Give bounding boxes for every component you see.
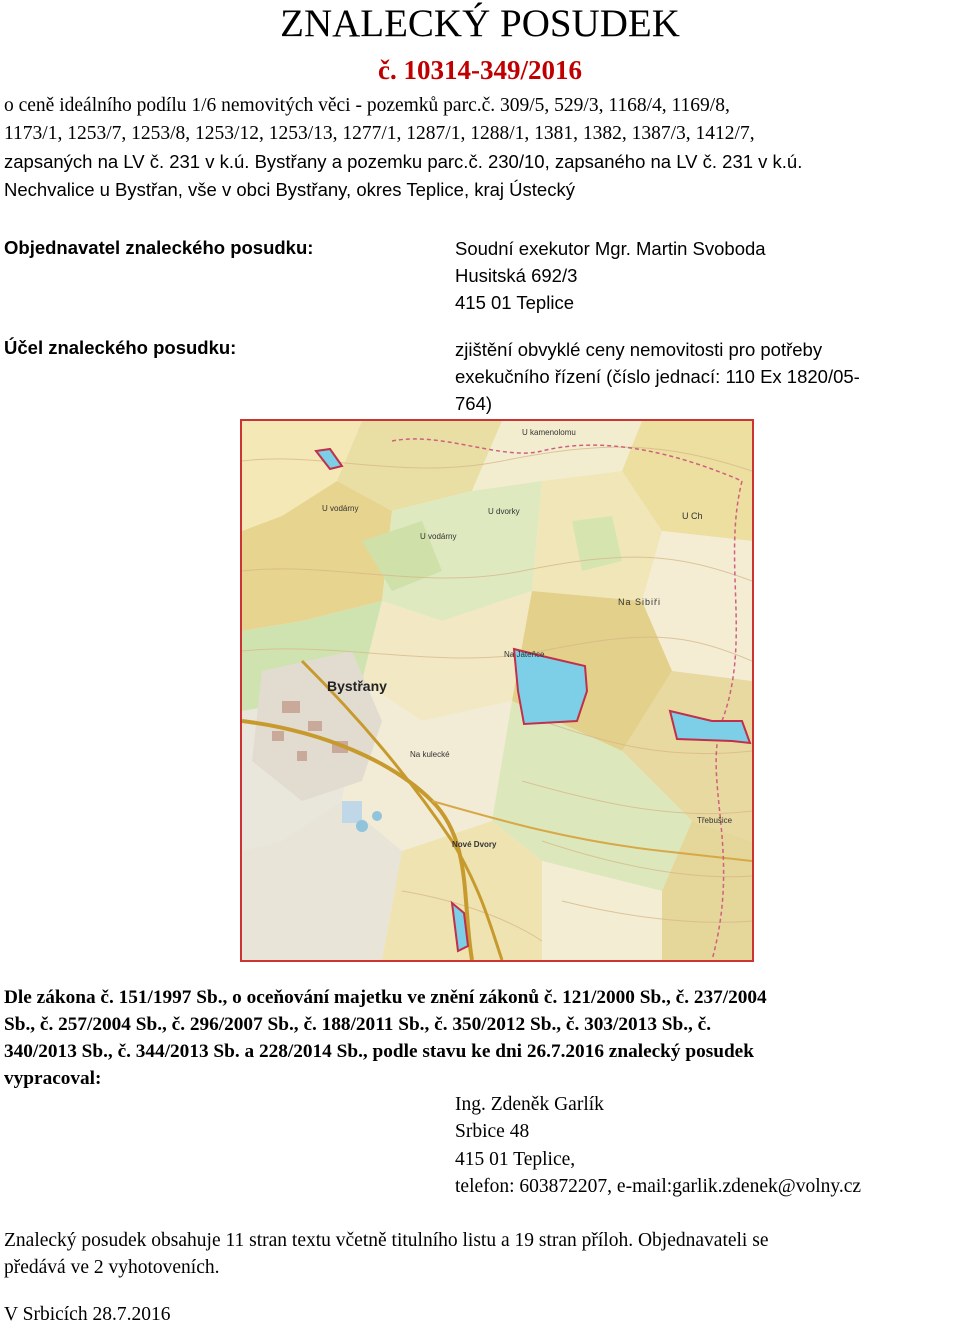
law-line-3: 340/2013 Sb., č. 344/2013 Sb. a 228/2014 Sb., podle stavu ke dni 26.7.2016 znalecký posudek: [4, 1041, 754, 1062]
author-street: Srbice 48: [455, 1121, 530, 1142]
orderer-line-1: Soudní exekutor Mgr. Martin Svoboda: [455, 238, 766, 259]
author-city: 415 01 Teplice,: [455, 1149, 576, 1170]
author-contact: telefon: 603872207, e-mail:garlik.zdenek@volny.cz: [455, 1176, 862, 1197]
purpose-label: Účel znaleckého posudku:: [4, 337, 237, 358]
subject-line-2: 1173/1, 1253/7, 1253/8, 1253/12, 1253/13, 1277/1, 1287/1, 1288/1, 1381, 1382, 1387/3, 1412/7,: [4, 123, 755, 144]
map-label-bystrany: Bystřany: [327, 678, 387, 694]
map-label-trebusice: Třebušice: [697, 816, 733, 825]
footer-line-1: Znalecký posudek obsahuje 11 stran textu včetně titulního listu a 19 stran příloh. Objednavateli se: [4, 1230, 769, 1251]
document-title: ZNALECKÝ POSUDEK: [280, 2, 680, 45]
place-date: V Srbicích 28.7.2016: [4, 1304, 171, 1325]
cadastral-map: [240, 419, 754, 962]
map-label-u-vodarny-1: U vodárny: [322, 504, 359, 513]
subject-line-4: Nechvalice u Bystřan, vše v obci Bystřany, okres Teplice, kraj Ústecký: [4, 179, 575, 200]
purpose-line-2: exekučního řízení (číslo jednací: 110 Ex 1820/05-: [455, 366, 860, 387]
author-name: Ing. Zdeněk Garlík: [455, 1094, 604, 1115]
subject-line-3: zapsaných na LV č. 231 v k.ú. Bystřany a pozemku parc.č. 230/10, zapsaného na LV č. 231 v k.ú.: [4, 151, 803, 172]
map-label-u-dvorky: U dvorky: [488, 507, 520, 516]
law-line-4: vypracoval:: [4, 1068, 102, 1089]
map-label-u-vodarny-2: U vodárny: [420, 532, 457, 541]
law-line-1: Dle zákona č. 151/1997 Sb., o oceňování majetku ve znění zákonů č. 121/2000 Sb., č. 237/2004: [4, 987, 767, 1008]
document-number: č. 10314-349/2016: [378, 55, 582, 85]
orderer-label: Objednavatel znaleckého posudku:: [4, 237, 314, 258]
map-label-nove-dvory: Nové Dvory: [452, 840, 497, 849]
orderer-line-2: Husitská 692/3: [455, 265, 578, 286]
map-label-u-kamenolomu: U kamenolomu: [522, 428, 576, 437]
map-label-na-jatence: Na Jateňce: [504, 650, 545, 659]
map-label-na-sibiri: Na Sibiři: [618, 597, 662, 607]
subject-line-1: o ceně ideálního podílu 1/6 nemovitých věci - pozemků parc.č. 309/5, 529/3, 1168/4, 1169/8,: [4, 95, 730, 116]
map-label-na-kulecke: Na kulecké: [410, 750, 450, 759]
purpose-line-3: 764): [455, 393, 493, 414]
purpose-line-1: zjištění obvyklé ceny nemovitosti pro potřeby: [455, 339, 823, 360]
footer-line-2: předává ve 2 vyhotoveních.: [4, 1257, 220, 1278]
orderer-line-3: 415 01 Teplice: [455, 292, 574, 313]
map-label-u-ch: U Ch: [682, 511, 703, 521]
law-line-2: Sb., č. 257/2004 Sb., č. 296/2007 Sb., č. 188/2011 Sb., č. 350/2012 Sb., č. 303/2013 Sb., č.: [4, 1014, 712, 1035]
